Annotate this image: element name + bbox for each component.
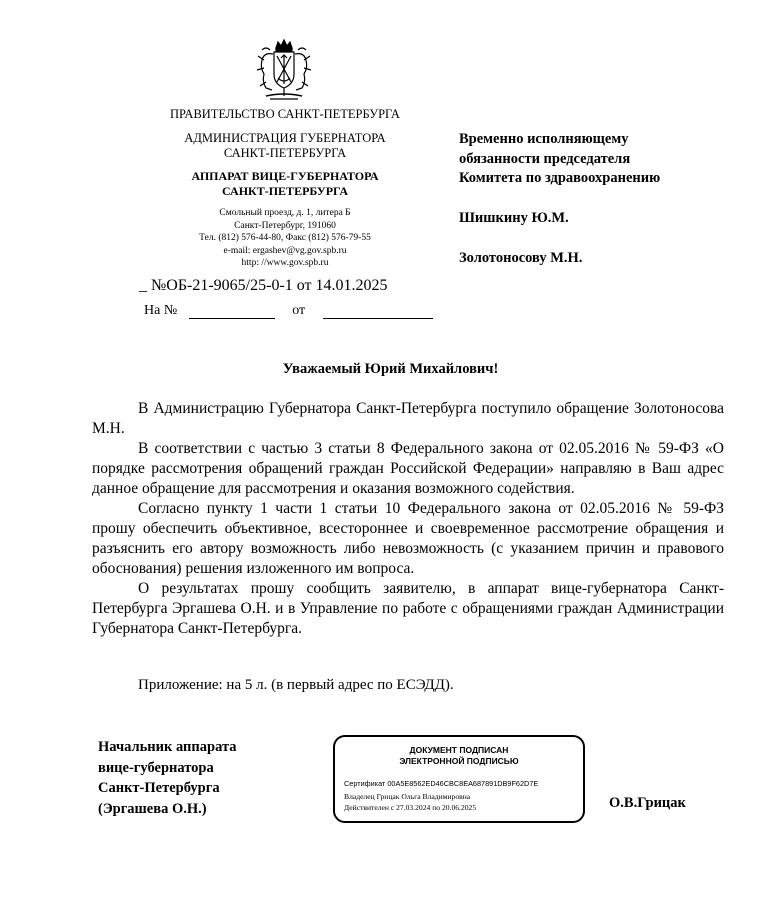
recipient-line3: Комитета по здравоохранению xyxy=(459,170,661,186)
reference-line xyxy=(144,303,444,319)
apparatus-title xyxy=(140,169,430,199)
stamp-owner: Владелец Грицак Ольга Владимировна xyxy=(344,792,471,801)
salutation: Уважаемый Юрий Михайлович! xyxy=(282,361,499,377)
email: e-mail: ergashev@vg.gov.spb.ru xyxy=(223,245,347,256)
signer-block xyxy=(98,737,237,819)
paragraph-4: О результатах прошу сообщить заявителю, в аппарат вице-губернатора Санкт-Петербурга Эргашева О.Н. и в Управление по работе с обращениями граждан Администрации Губернатора Санкт-Петербурга. xyxy=(92,580,724,637)
government-title: ПРАВИТЕЛЬСТВО САНКТ-ПЕТЕРБУРГА xyxy=(170,107,400,121)
website: http: //www.gov.spb.ru xyxy=(241,258,329,268)
recipient-line2: обязанности председателя xyxy=(459,150,631,167)
apparatus-line2: САНКТ-ПЕТЕРБУРГА xyxy=(221,184,349,198)
administration-line1: АДМИНИСТРАЦИЯ ГУБЕРНАТОРА xyxy=(184,131,386,145)
stamp-title xyxy=(335,745,583,767)
registration-number xyxy=(139,277,388,295)
na-blank-line xyxy=(189,304,275,319)
stamp-certificate: Сертификат 00A5E8562ED46CBC8EA687891DB9F62D7E xyxy=(344,779,539,788)
address-line2: Санкт-Петербург, 191060 xyxy=(234,220,336,231)
attachment-note: Приложение: на 5 л. (в первый адрес по ЕСЭДД). xyxy=(138,677,454,693)
administration-line2: САНКТ-ПЕТЕРБУРГА xyxy=(223,146,347,160)
electronic-signature-stamp xyxy=(333,735,585,823)
recipient-name-1: Шишкину Ю.М. xyxy=(459,210,569,226)
letter-body xyxy=(92,399,724,639)
stamp-title-line1: ДОКУМЕНТ ПОДПИСАН xyxy=(409,745,509,755)
na-label: На № xyxy=(144,303,178,318)
signer-line4: (Эргашева О.Н.) xyxy=(98,800,207,817)
signature-name: О.В.Грицак xyxy=(609,795,686,811)
address-block xyxy=(140,207,430,270)
ot-blank-line xyxy=(323,304,433,319)
phone-fax: Тел. (812) 576-44-80, Факс (812) 576-79-55 xyxy=(199,233,371,243)
recipient-name-2: Золотоносову М.Н. xyxy=(459,250,583,266)
registration-value: №ОБ-21-9065/25-0-1 от 14.01.2025 xyxy=(151,277,388,294)
paragraph-3: Согласно пункту 1 части 1 статьи 10 Федерального закона от 02.05.2016 № 59-ФЗ прошу обеспечить объективное, всестороннее и своевременное рассмотрение обращения и разъяснить его автору возможность либо невозможность (с указанием причин и правового обоснования) решения изложенного им вопроса. xyxy=(92,500,724,577)
address-line1: Смольный проезд, д. 1, литера Б xyxy=(219,208,351,218)
signer-line1: Начальник аппарата xyxy=(98,739,237,755)
paragraph-1: В Администрацию Губернатора Санкт-Петербурга поступило обращение Золотоносова М.Н. xyxy=(92,400,724,437)
recipient-title xyxy=(459,130,769,189)
signer-line2: вице-губернатора xyxy=(98,759,214,776)
stamp-title-line2: ЭЛЕКТРОННОЙ ПОДПИСЬЮ xyxy=(399,756,519,766)
registration-prefix: _ xyxy=(139,277,147,294)
paragraph-2: В соответствии с частью 3 статьи 8 Федерального закона от 02.05.2016 № 59-ФЗ «О порядке рассмотрения обращений граждан Российской Федерации» направляю в Ваш адрес данное обращение для рассмотрения и оказания возможного содействия. xyxy=(92,440,724,497)
ot-label: от xyxy=(292,303,306,318)
signer-line3: Санкт-Петербурга xyxy=(98,780,220,796)
stamp-validity: Действителен с 27.03.2024 по 20.06.2025 xyxy=(344,803,477,812)
recipient-line1: Временно исполняющему xyxy=(459,131,629,147)
apparatus-line1: АППАРАТ ВИЦЕ-ГУБЕРНАТОРА xyxy=(191,169,379,183)
administration-title xyxy=(140,131,430,161)
coat-of-arms-emblem xyxy=(252,38,316,102)
